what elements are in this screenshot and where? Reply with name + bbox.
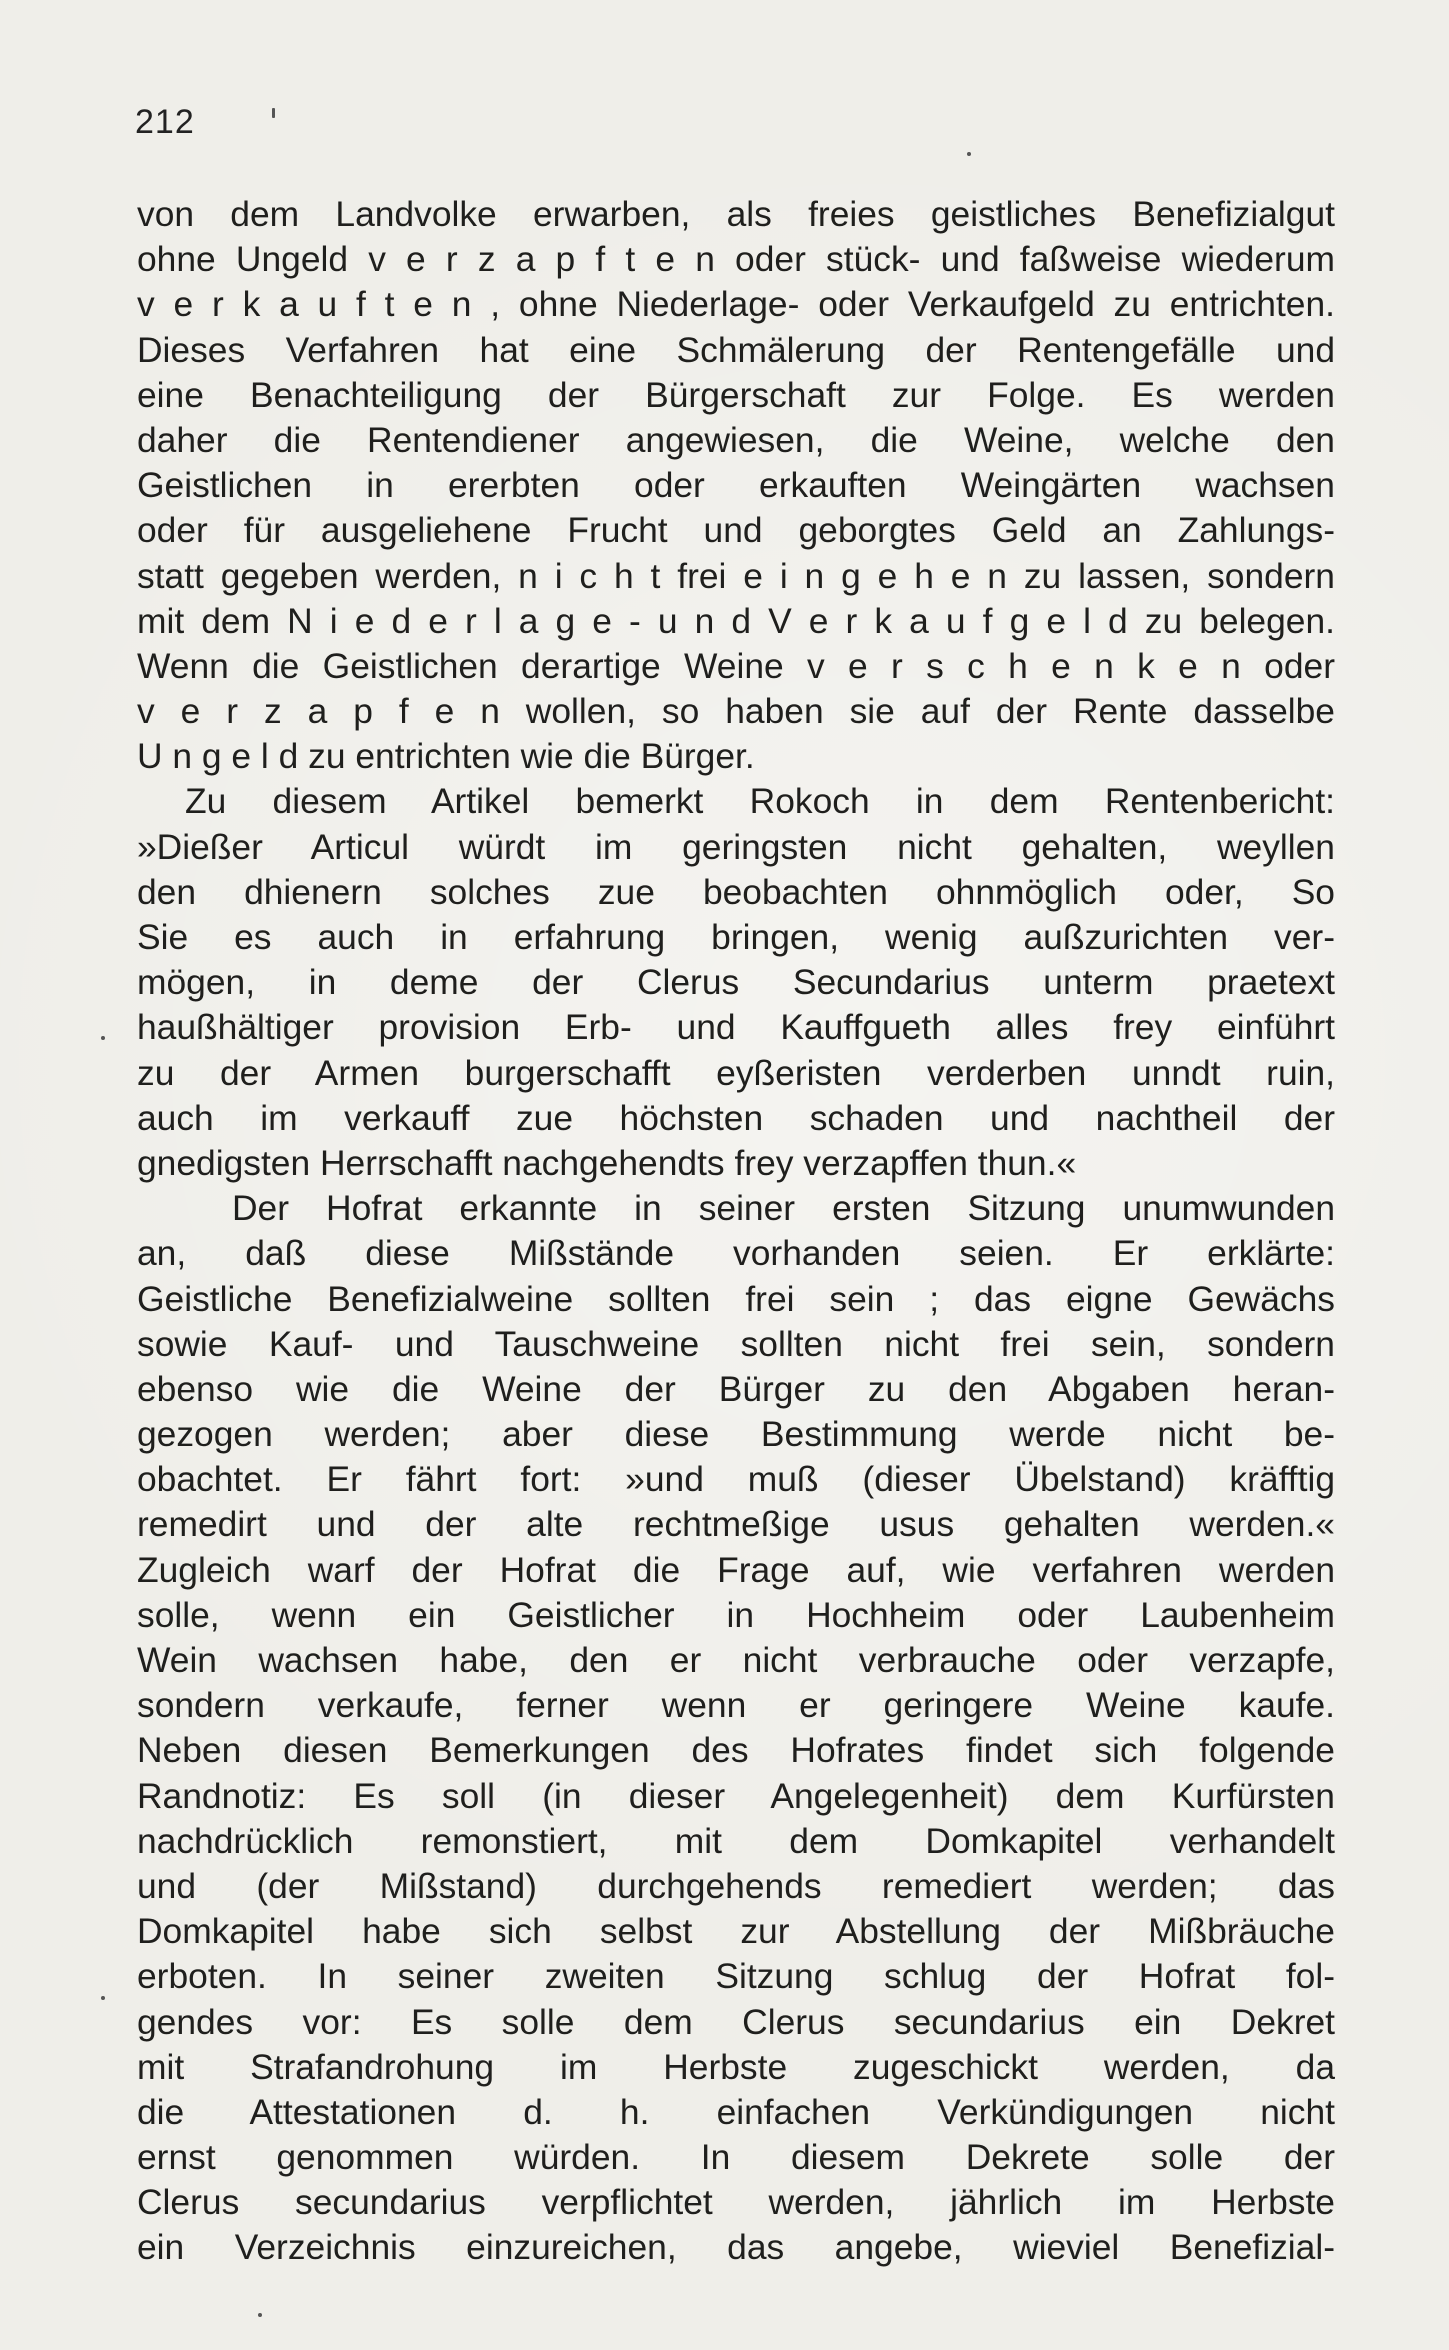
text-line: ohne Ungeld v e r z a p f t e n oder stück- und faßweise wiederum — [137, 239, 1335, 280]
text-line: sondern verkaufe, ferner wenn er geringere Weine kaufe. — [137, 1685, 1335, 1726]
print-speck — [101, 1036, 105, 1040]
text-line: ein Verzeichnis einzureichen, das angebe, wieviel Benefizial- — [137, 2227, 1335, 2268]
text-line: »Dießer Articul würdt im geringsten nicht gehalten, weyllen — [137, 826, 1335, 867]
text-line: auch im verkauff zue höchsten schaden und nachtheil der — [137, 1097, 1335, 1138]
text-line: mögen, in deme der Clerus Secundarius unterm praetext — [137, 962, 1335, 1003]
text-line: v e r k a u f t e n , ohne Niederlage- oder Verkaufgeld zu entrichten. — [137, 284, 1335, 325]
text-line: sowie Kauf- und Tauschweine sollten nicht frei sein, sondern — [137, 1323, 1335, 1364]
text-line: Domkapitel habe sich selbst zur Abstellung der Mißbräuche — [137, 1911, 1335, 1952]
text-line: U n g e l d zu entrichten wie die Bürger. — [137, 736, 755, 777]
text-line: an, daß diese Mißstände vorhanden seien. Er erklärte: — [137, 1233, 1335, 1274]
print-speck — [272, 108, 275, 118]
print-speck — [258, 2313, 262, 2317]
page-number: 212 — [135, 103, 195, 141]
text-line: den dhienern solches zue beobachten ohnmöglich oder, So — [137, 871, 1335, 912]
text-line: haußhältiger provision Erb- und Kauffgueth alles frey einführt — [137, 1007, 1335, 1048]
text-line: ebenso wie die Weine der Bürger zu den Abgaben heran- — [137, 1368, 1335, 1409]
print-speck — [967, 152, 971, 156]
text-line: Der Hofrat erkannte in seiner ersten Sitzung unumwunden — [232, 1188, 1335, 1229]
text-line: mit dem N i e d e r l a g e - u n d V e r k a u f g e l d zu belegen. — [137, 600, 1335, 641]
text-line: Geistlichen in ererbten oder erkauften Weingärten wachsen — [137, 465, 1335, 506]
text-line: Clerus secundarius verpflichtet werden, jährlich im Herbste — [137, 2182, 1335, 2223]
print-speck — [101, 1996, 105, 2000]
text-line: mit Strafandrohung im Herbste zugeschickt werden, da — [137, 2046, 1335, 2087]
text-line: die Attestationen d. h. einfachen Verkündigungen nicht — [137, 2091, 1335, 2132]
text-line: obachtet. Er fährt fort: »und muß (dieser Übelstand) kräfftig — [137, 1459, 1335, 1500]
text-line: Wenn die Geistlichen derartige Weine v e r s c h e n k e n oder — [137, 645, 1335, 686]
text-line: statt gegeben werden, n i c h t frei e i n g e h e n zu lassen, sondern — [137, 555, 1335, 596]
text-line: nachdrücklich remonstiert, mit dem Domkapitel verhandelt — [137, 1820, 1335, 1861]
text-line: erboten. In seiner zweiten Sitzung schlug der Hofrat fol- — [137, 1956, 1335, 1997]
text-line: Zu diesem Artikel bemerkt Rokoch in dem Rentenbericht: — [185, 781, 1335, 822]
text-line: von dem Landvolke erwarben, als freies geistliches Benefizialgut — [137, 194, 1335, 234]
text-line: Wein wachsen habe, den er nicht verbrauche oder verzapfe, — [137, 1640, 1335, 1680]
text-line: zu der Armen burgerschafft eyßeristen verderben unndt ruin, — [137, 1052, 1335, 1093]
text-line: und (der Mißstand) durchgehends remediert werden; das — [137, 1865, 1335, 1906]
text-line: gezogen werden; aber diese Bestimmung werde nicht be- — [137, 1414, 1335, 1455]
text-line: v e r z a p f e n wollen, so haben sie auf der Rente dasselbe — [137, 691, 1335, 732]
body-text — [137, 192, 1335, 2271]
text-line: Geistliche Benefizialweine sollten frei sein ; das eigne Gewächs — [137, 1278, 1335, 1319]
text-line: remedirt und der alte rechtmeßige usus gehalten werden.« — [137, 1504, 1335, 1545]
text-line: Dieses Verfahren hat eine Schmälerung der Rentengefälle und — [137, 329, 1335, 370]
text-line: solle, wenn ein Geistlicher in Hochheim oder Laubenheim — [137, 1594, 1335, 1635]
text-line: Randnotiz: Es soll (in dieser Angelegenheit) dem Kurfürsten — [137, 1775, 1335, 1816]
text-line: gendes vor: Es solle dem Clerus secundarius ein Dekret — [137, 2001, 1335, 2042]
text-line: gnedigsten Herrschafft nachgehendts frey verzapffen thun.« — [137, 1142, 1077, 1183]
text-line: eine Benachteiligung der Bürgerschaft zur Folge. Es werden — [137, 374, 1335, 415]
text-line: Zugleich warf der Hofrat die Frage auf, wie verfahren werden — [137, 1549, 1335, 1590]
text-line: Neben diesen Bemerkungen des Hofrates findet sich folgende — [137, 1730, 1335, 1771]
text-line: ernst genommen würden. In diesem Dekrete solle der — [137, 2137, 1335, 2178]
text-line: daher die Rentendiener angewiesen, die Weine, welche den — [137, 419, 1335, 460]
text-line: oder für ausgeliehene Frucht und geborgtes Geld an Zahlungs- — [137, 510, 1335, 551]
text-line: Sie es auch in erfahrung bringen, wenig außzurichten ver- — [137, 917, 1335, 957]
